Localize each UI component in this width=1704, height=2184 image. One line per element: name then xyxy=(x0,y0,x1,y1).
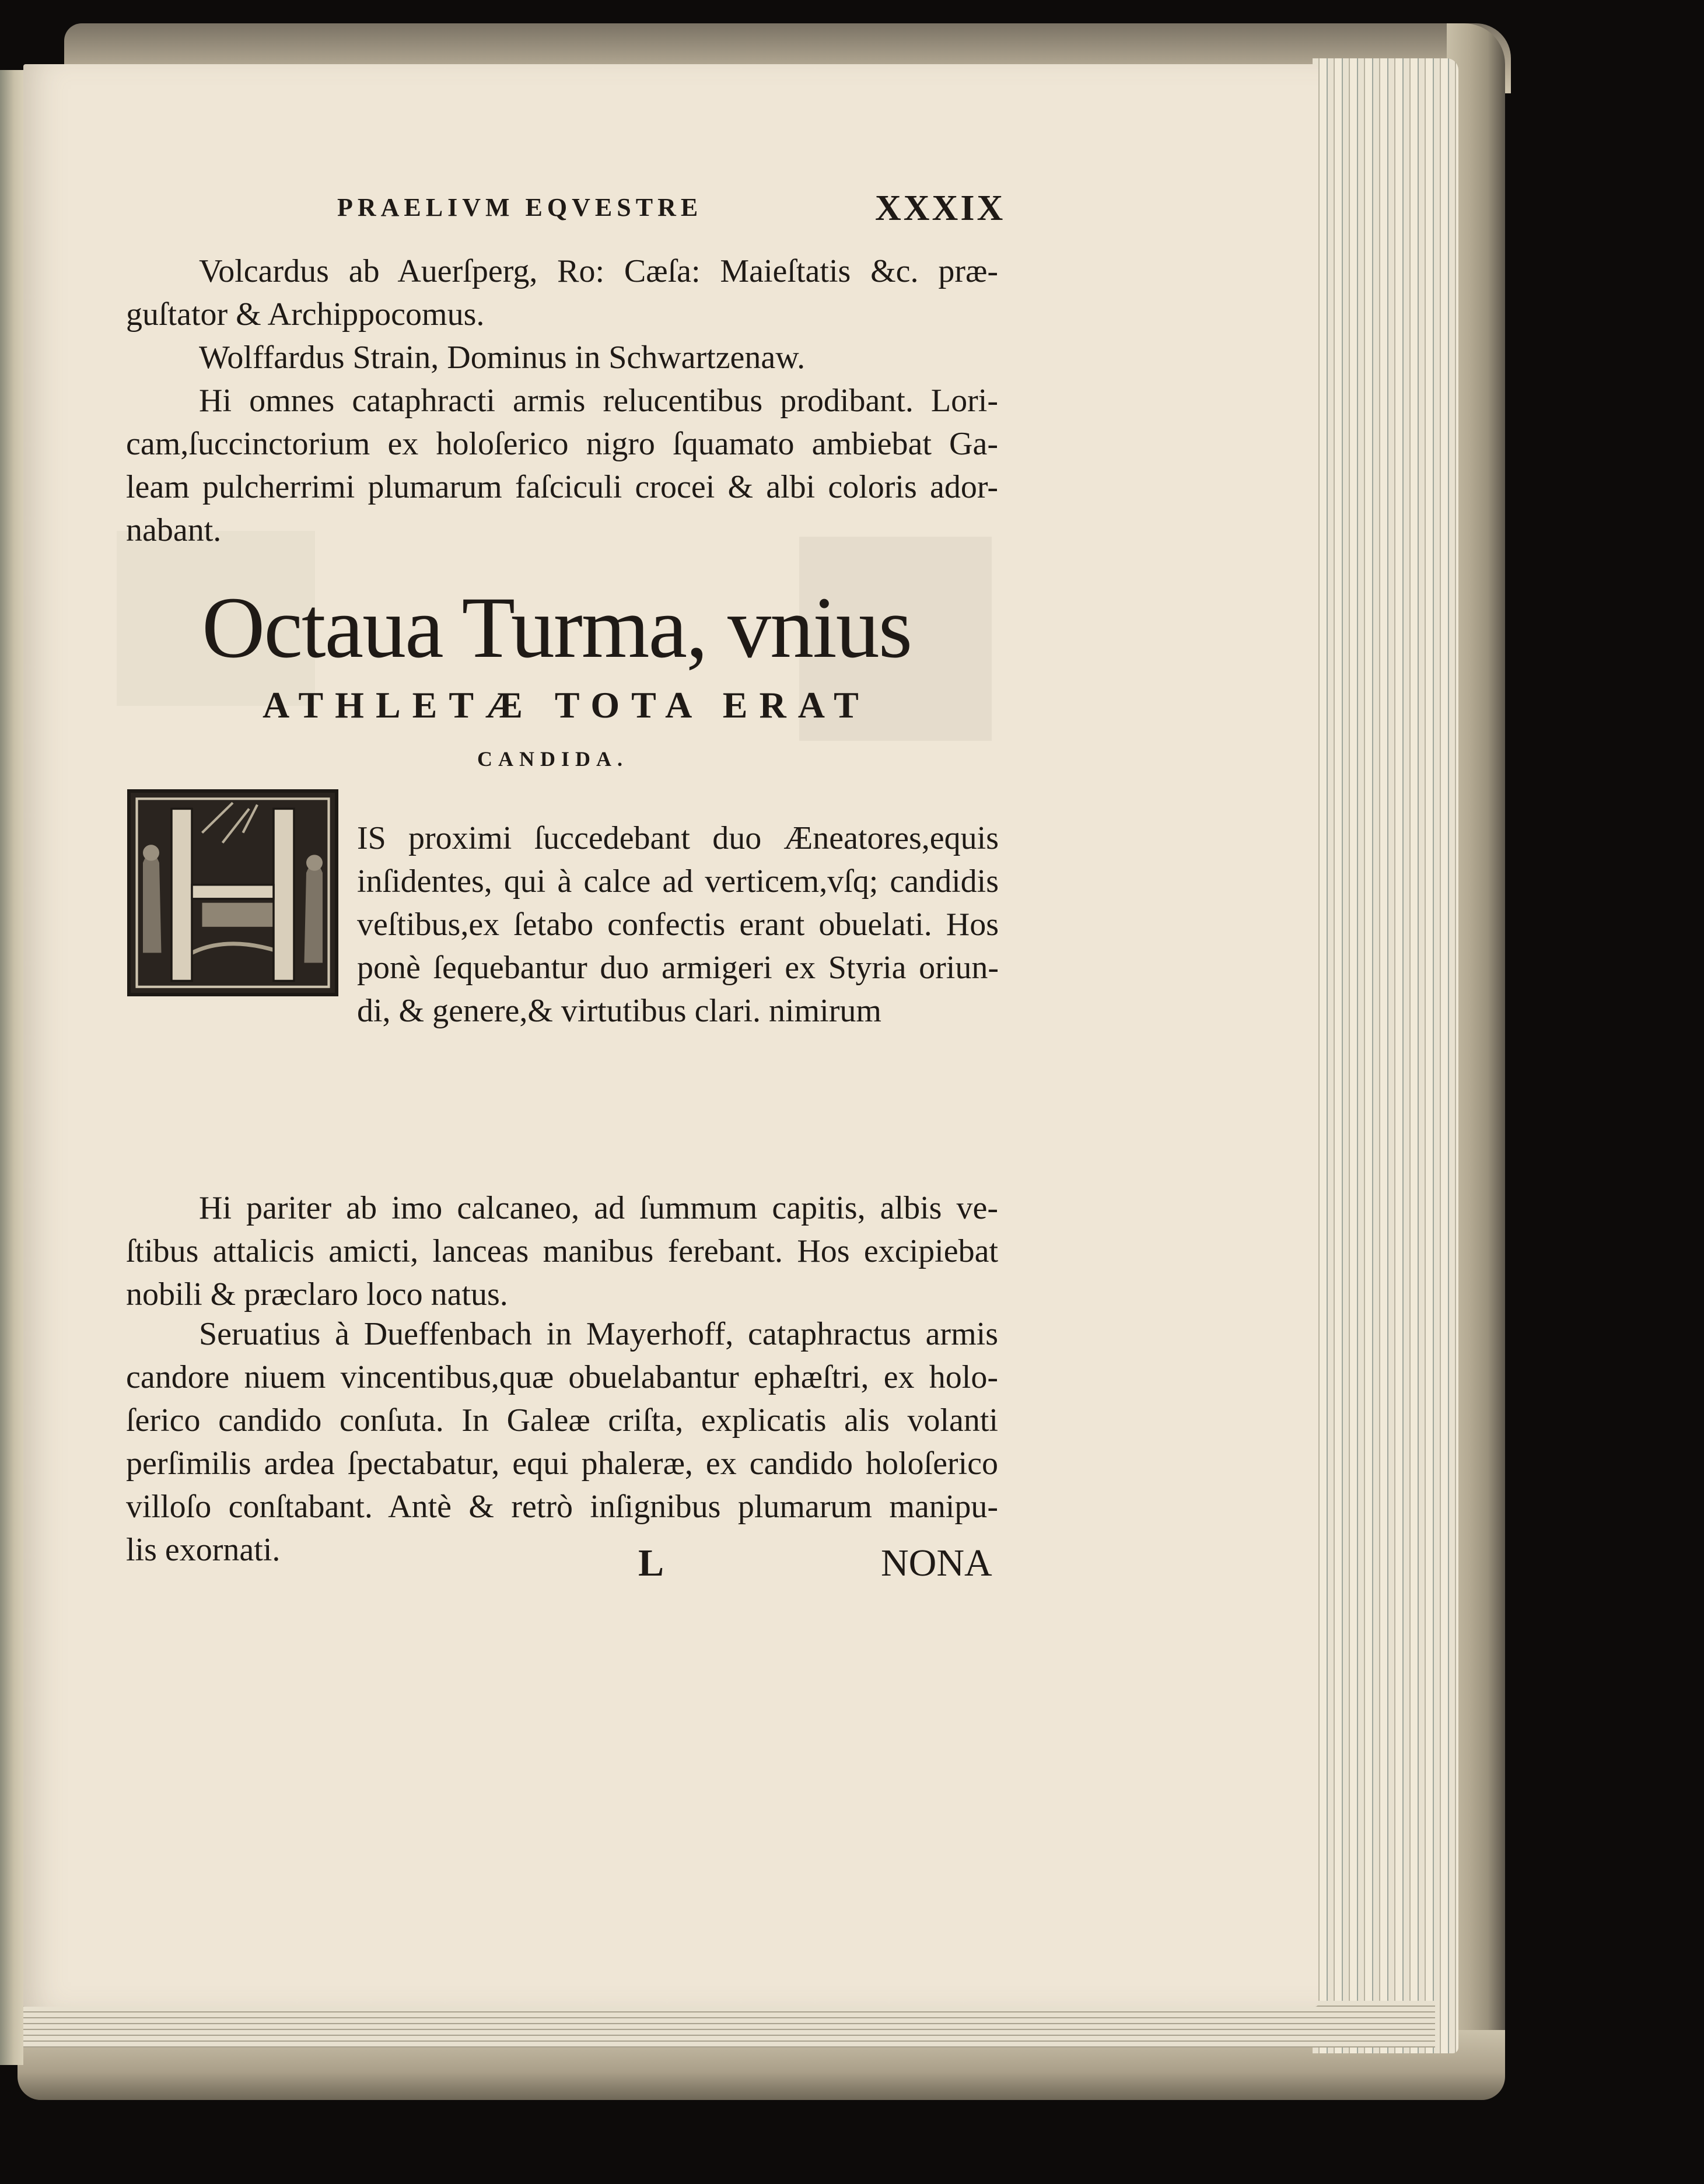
paragraph-5 xyxy=(126,1186,998,1316)
text-line: Hi omnes cataphracti armis relucentibus prodibant. Lori- xyxy=(199,383,998,419)
text-line: Volcardus ab Auerſperg, Ro: Cæſa: Maieſtatis &c. præ- xyxy=(199,253,998,289)
paragraph-1 xyxy=(126,250,998,336)
text-line: di, & genere,& virtutibus clari. nimirum xyxy=(357,993,881,1029)
section-subheading: ATHLETÆ TOTA ERAT xyxy=(263,684,870,726)
catchword: NONA xyxy=(881,1542,992,1584)
running-head: PRAELIVM EQVESTRE xyxy=(337,193,703,222)
woodcut-initial-h-icon xyxy=(131,793,335,993)
woodcut-initial-icon xyxy=(127,789,338,996)
text-line: ſerico candido conſuta. In Galeæ criſta, explicatis alis volanti xyxy=(126,1402,998,1438)
section-subheading-small: CANDIDA. xyxy=(477,747,628,771)
paragraph-4 xyxy=(357,817,999,1032)
text-line: nabant. xyxy=(126,512,222,548)
text-line: perſimilis ardea ſpectabatur, equi phaleræ, ex candido holoſerico xyxy=(126,1446,998,1482)
text-line: veſtibus,ex ſetabo confectis erant obuelati. Hos xyxy=(357,907,999,943)
text-line: ſtibus attalicis amicti, lanceas manibus ferebant. Hos excipiebat xyxy=(126,1233,998,1269)
text-line: Wolffardus Strain, Dominus in Schwartzenaw. xyxy=(199,340,806,376)
text-line: inſidentes, qui à calce ad verticem,vſq; candidis xyxy=(357,863,999,900)
text-line: guſtator & Archippocomus. xyxy=(126,296,485,332)
text-line: nobili & præclaro loco natus. xyxy=(126,1276,508,1312)
text-line: candore niuem vincentibus,quæ obuelabantur ephæſtri, ex holo- xyxy=(126,1359,998,1395)
paragraph-6 xyxy=(126,1312,998,1572)
text-line: villoſo conſtabant. Antè & retrò inſignibus plumarum manipu- xyxy=(126,1489,998,1525)
text-line: Seruatius à Dueffenbach in Mayerhoff, cataphractus armis xyxy=(199,1316,998,1352)
signature-mark: L xyxy=(638,1542,664,1584)
text-line: lis exornati. xyxy=(126,1532,281,1568)
page-edges-bottom xyxy=(23,2001,1435,2048)
text-line: ponè ſequebantur duo armigeri ex Styria oriun- xyxy=(357,950,999,986)
paragraph-3 xyxy=(126,379,998,552)
paragraph-2 xyxy=(126,336,998,379)
text-line: IS proximi ſuccedebant duo Æneatores,equis xyxy=(357,820,999,856)
text-line: cam,ſuccinctorium ex holoſerico nigro ſquamato ambiebat Ga- xyxy=(126,426,998,462)
text-line: leam pulcherrimi plumarum faſciculi crocei & albi coloris ador- xyxy=(126,469,998,505)
text-line: Hi pariter ab imo calcaneo, ad ſummum capitis, albis ve- xyxy=(199,1190,998,1226)
folio-page-number: XXXIX xyxy=(875,188,1006,228)
section-heading: Octaua Turma, vnius xyxy=(202,579,912,676)
left-page-gutter xyxy=(0,70,23,2065)
page-edges-right xyxy=(1313,58,1458,2053)
